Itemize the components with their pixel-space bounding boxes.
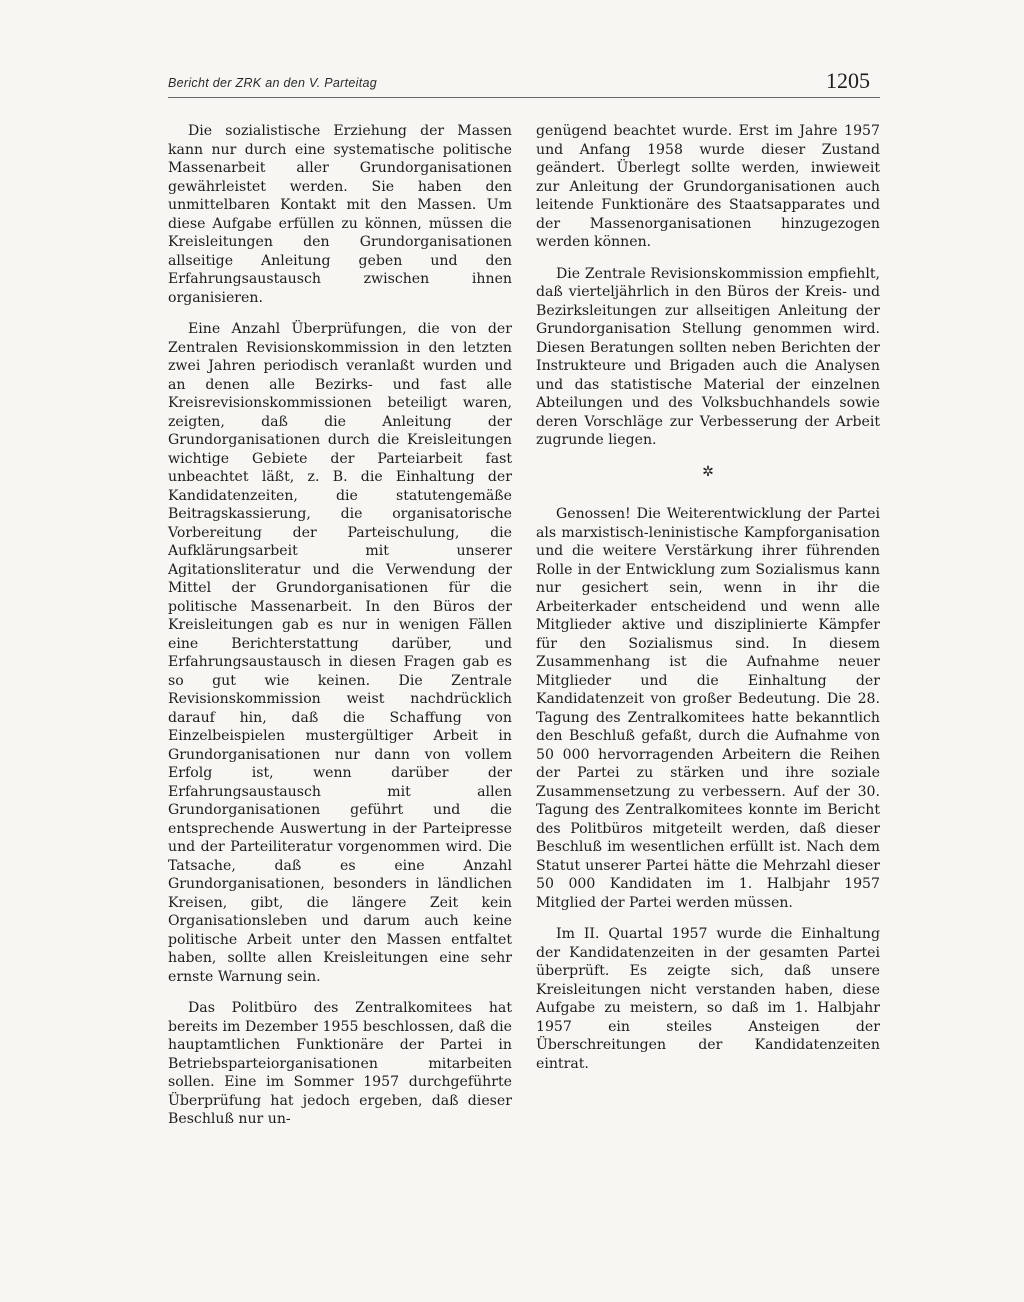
paragraph: Im II. Quartal 1957 wurde die Einhaltung der Kandidatenzeiten in der gesamten Partei überprüft. Es zeigte sich, daß unsere Kreisleitungen nicht verstanden haben, diese Aufgabe zu meistern, so daß im 1. Halbjahr 1957 ein steiles Ansteigen der Überschreitungen der Kandidatenzeiten eintrat.: [536, 926, 880, 1072]
paragraph: Die Zentrale Revisionskommission empfiehlt, daß vierteljährlich in den Büros der Kreis- und Bezirksleitungen zur allseitigen Anleitung der Grundorganisation Stellung genommen wird. Diesen Beratungen sollten neben Berichten der Instrukteure und Brigaden auch die Analysen und das statistische Material der einzelnen Abteilungen und des Volksbuchhandels sowie deren Vorschläge zur Verbesserung der Arbeit zugrunde liegen.: [536, 265, 880, 448]
paragraph: Eine Anzahl Überprüfungen, die von der Zentralen Revisionskommission in den letzten zwei Jahren periodisch veranlaßt wurden und an denen alle Bezirks- und fast alle Kreisrevisionskommissionen beteiligt waren, zeigten, daß die Anleitung der Grundorganisationen durch die Kreisleitungen wichtige Gebiete der Parteiarbeit fast unbeachtet läßt, z. B. die Einhaltung der Kandidatenzeiten, die statutengemäße Beitragskassierung, die organisatorische Vorbereitung der Parteischulung, die Aufklärungsarbeit mit unserer Agitationsliteratur und die Verwendung der Mittel der Grundorganisationen für die politische Massenarbeit. In den Büros der Kreisleitungen gab es nur in wenigen Fällen eine Berichterstattung darüber, und Erfahrungsaustausch in diesen Fragen gab es so gut wie keinen. Die Zentrale Revisionskommission weist nachdrücklich darauf hin, daß die Schaffung von Einzelbeispielen mustergültiger Arbeit in Grundorganisationen nur dann von vollem Erfolg ist, wenn darüber der Erfahrungsaustausch mit allen Grundorganisationen geführt und die entsprechende Auswertung in der Parteipresse und der Parteiliteratur vorgenommen wird. Die Tatsache, daß es eine Anzahl Grundorganisationen, besonders in ländlichen Kreisen, gibt, die längere Zeit kein Organisationsleben und darum auch keine politische Arbeit unter den Massen entfaltet haben, sollte allen Kreisleitungen eine sehr ernste Warnung sein.: [168, 321, 512, 985]
paragraph: Das Politbüro des Zentralkomitees hat bereits im Dezember 1955 beschlossen, daß die hauptamtlichen Funktionäre der Partei in Betriebsparteiorganisationen mitarbeiten sollen. Eine im Sommer 1957 durchgeführte Überprüfung hat jedoch ergeben, daß dieser Beschluß nur un-: [168, 1000, 512, 1127]
header-rule: [168, 97, 880, 98]
left-column: [168, 122, 512, 1142]
running-title: Bericht der ZRK an den V. Parteitag: [168, 76, 377, 90]
right-column: [536, 122, 880, 1086]
paragraph: Die sozialistische Erziehung der Massen kann nur durch eine systematische politische Massenarbeit aller Grundorganisationen gewährleistet werden. Sie haben den unmittelbaren Kontakt mit den Massen. Um diese Aufgabe erfüllen zu können, müssen die Kreisleitungen den Grundorganisationen allseitige Anleitung geben und den Erfahrungsaustausch zwischen ihnen organisieren.: [168, 123, 512, 306]
paragraph: Genossen! Die Weiterentwicklung der Partei als marxistisch-leninistische Kampforganisation und die weitere Verstärkung ihrer führenden Rolle in der Entwicklung zum Sozialismus kann nur gesichert sein, wenn in ihr die Arbeiterkader entscheidend und wenn alle Mitglieder aktive und disziplinierte Kämpfer für den Sozialismus sind. In diesem Zusammenhang ist die Aufnahme neuer Mitglieder und die Einhaltung der Kandidatenzeit von großer Bedeutung. Die 28. Tagung des Zentralkomitees hatte bekanntlich den Beschluß gefaßt, durch die Aufnahme von 50 000 hervorragenden Arbeitern die Reihen der Partei zu stärken und ihre soziale Zusammensetzung zu verbessern. Auf der 30. Tagung des Zentralkomitees konnte im Bericht des Politbüros mitgeteilt werden, daß dieser Beschluß im wesentlichen erfüllt ist. Nach dem Statut unserer Partei hätte die Mehrzahl dieser 50 000 Kandidaten im 1. Halbjahr 1957 Mitglied der Partei werden müssen.: [536, 506, 880, 911]
section-divider-icon: ✲: [702, 463, 714, 480]
page-number: 1205: [826, 68, 870, 93]
paragraph-continued: genügend beachtet wurde. Erst im Jahre 1957 und Anfang 1958 wurde dieser Zustand geändert. Überlegt sollte werden, inwieweit zur Anleitung der Grundorganisationen auch leitende Funktionäre des Staatsapparates und der Massenorganisationen hinzugezogen werden können.: [536, 123, 880, 250]
